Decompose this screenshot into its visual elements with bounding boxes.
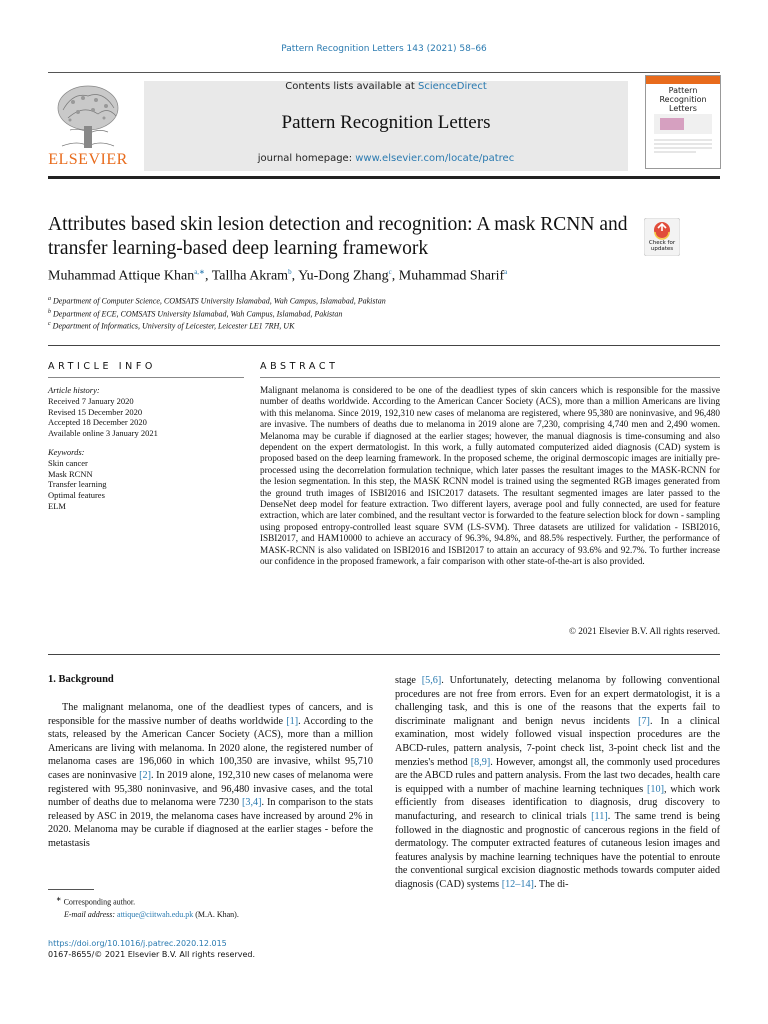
affiliation-item: $^b$ Department of ECE, COMSATS University Islamabad, Wah Campus, Islamabad, Pakistan — [48, 308, 343, 319]
email-suffix: (M.A. Khan). — [193, 909, 239, 919]
section-rule — [48, 654, 720, 655]
reference-link[interactable]: [10] — [647, 783, 665, 795]
contents-line — [144, 81, 628, 92]
body-text: stage — [395, 675, 422, 686]
author-name[interactable]: Tallha Akram — [211, 268, 289, 284]
article-info-heading: ARTICLE INFO — [48, 361, 157, 372]
author-affiliation-mark[interactable]: c — [388, 268, 392, 276]
header-top-rule — [48, 72, 720, 73]
keywords-label: Keywords: — [48, 446, 85, 457]
body-text: . The di- — [533, 878, 569, 890]
journal-title: Pattern Recognition Letters — [281, 112, 491, 133]
affiliation-item: $^a$ Department of Computer Science, COMSATS University Islamabad, Wah Campus, Islamabad, Pakistan — [48, 296, 386, 306]
history-accepted: Accepted 18 December 2020 — [48, 417, 147, 428]
article-info-rule — [48, 377, 244, 378]
keyword-item: Mask RCNN — [48, 468, 93, 479]
elsevier-wordmark: ELSEVIER — [48, 151, 128, 168]
abstract-rule — [260, 377, 720, 378]
history-received: Received 7 January 2020 — [48, 395, 134, 406]
history-revised: Revised 15 December 2020 — [48, 406, 143, 417]
journal-citation[interactable]: Pattern Recognition Letters 143 (2021) 58–66 — [281, 44, 487, 54]
sciencedirect-link[interactable]: ScienceDirect — [418, 81, 487, 92]
email-link[interactable]: attique@ciitwah.edu.pk — [117, 909, 194, 919]
reference-link[interactable]: [7] — [638, 715, 650, 727]
body-text: . Unfortunately, detecting melanoma by following conventional procedures are not free from errors. Even for an expert dermatologist, it is a challenging task, and this is one of the reasons that the experts fail to discriminate malignant and benign nevus incidents — [395, 675, 720, 727]
keyword-item: Transfer learning — [48, 479, 107, 490]
keyword-item: ELM — [48, 500, 66, 511]
reference-link[interactable]: [11] — [591, 810, 608, 822]
body-column-right — [395, 674, 720, 892]
reference-link[interactable]: [5,6] — [421, 675, 442, 686]
body-text: The malignant melanoma, one of the deadliest types of cancers, and is responsible for the massive number of deaths worldwide — [48, 702, 373, 727]
history-online: Available online 3 January 2021 — [48, 428, 158, 439]
body-text: , which work efficiently from diseases identification to diagnosis, drug discovery to manufacturing, and research to clinical trials — [395, 783, 720, 822]
author-affiliation-mark[interactable]: a,∗ — [194, 268, 205, 276]
author-name[interactable]: Yu-Dong Zhang — [298, 268, 389, 284]
issn-line: 0167-8655/© 2021 Elsevier B.V. All rights reserved. — [48, 950, 256, 959]
body-text: . In 2019 alone, 192,310 new cases of melanoma were registered with 95,380 noninvasive, and 96,480 invasive cases, and the total number of deaths due to melanoma were 7230 — [48, 769, 373, 809]
abstract-copyright: © 2021 Elsevier B.V. All rights reserved. — [569, 626, 720, 636]
doi-link[interactable]: https://doi.org/10.1016/j.patrec.2020.12.015 — [48, 939, 227, 948]
check-for-updates-label[interactable]: Check for updates — [648, 240, 676, 252]
article-info-body — [48, 385, 244, 512]
contents-prefix: Contents lists available at — [285, 81, 419, 92]
reference-link[interactable]: [3,4] — [241, 797, 262, 809]
email-label: E-mail address: — [64, 909, 118, 919]
paper-title: Attributes based skin lesion detection and recognition: A mask RCNN and transfer learning-based deep learning framework — [48, 214, 628, 259]
body-text: . In a clinical examination, most widely followed visual inspection procedures are the ABCD-rules, pattern analysis, 7-point check list, 3-point check list and the menzies's method — [395, 715, 720, 768]
body-text: . However, amongst all, the commonly used procedures are the ABCD rules and pattern analysis. From the last two decades, health care is equipped with a number of machine learning techniques — [395, 756, 720, 795]
keyword-item: Optimal features — [48, 490, 105, 501]
journal-homepage-line — [144, 153, 628, 164]
homepage-prefix: journal homepage: — [257, 153, 356, 164]
cover-title: Pattern Recognition Letters — [659, 86, 707, 113]
reference-link[interactable]: [2] — [139, 769, 151, 781]
footnote-mark: ∗ — [56, 896, 62, 903]
body-text: . According to the stats, released by the American Cancer Society (ACS), more than a million Americans are living with melanoma. In 2020 alone, the registered number of melanoma cases are 196,060 in which 100,350 are invasive, whilst 95,710 cases are noninvasive — [48, 715, 373, 781]
section-heading: 1. Background — [48, 674, 114, 685]
doi-block — [48, 938, 255, 960]
history-label: Article history: — [48, 385, 100, 395]
section-rule — [48, 345, 720, 346]
author-affiliation-mark[interactable]: b — [288, 268, 292, 276]
abstract-text: Malignant melanoma is considered to be one of the deadliest types of skin cancers which is responsible for the massive number of deaths worldwide. According to the American Cancer Society (ACS), more than a million Americans are living with this melanoma. Since 2019, 192,310 new cases of melanoma are registered, where 95,380 are noninvasive, and 96,480 are invasive. The numbers of deaths due to melanoma in 2019 alone are 7,230, comprising 4,740 men and 2,490 women. Melanoma may be curable if diagnosed at the earlier stages; however, the manual diagnosis is time-consuming and also dependent on the expert dermatologist. In this work, a fully automated computerized aided diagnosis (CAD) system is proposed based on the deep learning framework. In the proposed scheme, the original dermoscopic images are initially pre-processed using the decorrelation formulation technique, which later passes the resultant images to the MASK-RCNN for the lesion segmentation. In this step, the MASK RCNN model is trained using the segmented RGB images generated from the ground truth images of ISBI2016 and ISIC2017 datasets. The resultant segmented images are later passed to the DenseNet deep model for feature extraction. Two different layers, average pool and fully connected, are used for feature extraction, which are later combined, and the resultant vector is forwarded to the feature selection block for down - sampling using proposed entropy-controlled least square SVM (LS-SVM). Three datasets are utilized for validation - ISBI2016, ISBI2017, and HAM10000 to achieve an accuracy of 96.3%, 94.8%, and 88.5% respectively. Further, the performance of MASK-RCNN is also validated on ISBI2016 and ISBI2017 to attain an accuracy of 93.6% and 92.7%. To further increase our confidence in the proposed framework, a fair comparison with other state-of-the-art is also provided. — [260, 385, 720, 567]
header-bottom-rule — [48, 176, 720, 179]
footnote-rule — [48, 889, 94, 890]
homepage-link[interactable]: www.elsevier.com/locate/patrec — [355, 153, 515, 164]
body-text: . In comparison to the stats released by ASC in 2019, the melanoma cases have increased by around 2% in 2020. Melanoma may be curable if diagnosed at the earlier stages - before the metastasis — [48, 797, 374, 849]
affiliation-item: $^c$ Department of Informatics, University of Leicester, Leicester LE1 7RH, UK — [48, 321, 295, 331]
author-name[interactable]: Muhammad Sharif — [398, 268, 505, 284]
reference-link[interactable]: [8,9] — [470, 756, 491, 768]
footnote — [48, 894, 373, 921]
reference-link[interactable]: [1] — [286, 715, 299, 727]
author-affiliation-mark[interactable]: a — [504, 268, 508, 276]
body-column-left — [48, 701, 373, 851]
reference-link[interactable]: [12–14] — [501, 878, 534, 890]
body-text: . The same trend is being followed in the diagnostic and prognostic of cancerous regions in the field of dermatology. The computer extracted features of cutaneous lesion images and features analysis by machine learning techniques have the potential to enroute the conventional surgical excision diagnostic methods towards computer aided diagnosis (CAD) systems — [395, 810, 720, 890]
abstract-heading: ABSTRACT — [260, 361, 339, 372]
author-name[interactable]: Muhammad Attique Khan — [48, 268, 195, 284]
keyword-item: Skin cancer — [48, 457, 88, 468]
corresponding-author-note: Corresponding author. — [63, 897, 136, 907]
affiliation-list — [48, 294, 728, 332]
author-list: Muhammad Attique Khan$^{a,∗}$, Tallha Akram$^b$, Yu-Dong Zhang$^c$, Muhammad Sharif$^a$ — [48, 268, 508, 284]
